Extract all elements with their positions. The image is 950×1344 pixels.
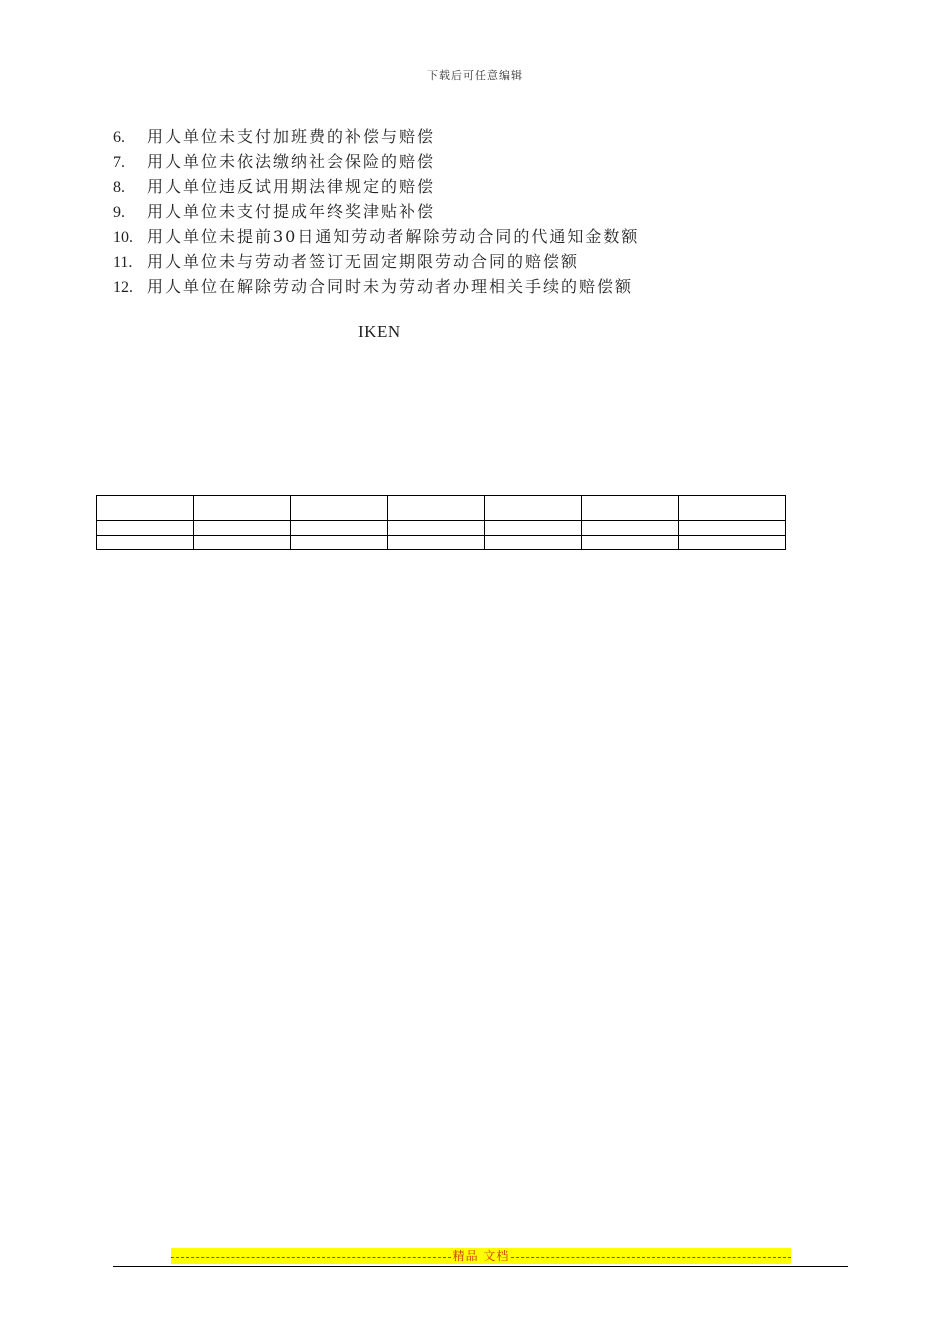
table-cell	[388, 496, 485, 521]
table-cell	[485, 496, 582, 521]
table-cell	[291, 536, 388, 550]
brand-label: IKEN	[358, 322, 401, 341]
item-number: 11.	[113, 254, 133, 271]
table-cell	[194, 521, 291, 536]
table-cell	[582, 496, 679, 521]
item-text: 用人单位未依法缴纳社会保险的赔偿	[147, 152, 436, 171]
table-cell	[679, 521, 786, 536]
table-cell	[194, 536, 291, 550]
table-cell	[97, 496, 194, 521]
table-cell	[485, 521, 582, 536]
list-item	[113, 224, 639, 249]
item-number: 8.	[113, 179, 125, 196]
table-cell	[291, 496, 388, 521]
table-cell	[485, 536, 582, 550]
list-item	[113, 274, 639, 299]
list-item	[113, 124, 639, 149]
item-number: 9.	[113, 204, 125, 221]
table-row	[97, 521, 786, 536]
item-number: 12.	[113, 279, 133, 296]
table-cell	[679, 496, 786, 521]
compensation-list	[113, 124, 639, 299]
table-cell	[97, 521, 194, 536]
footer-rule	[113, 1266, 848, 1267]
list-item	[113, 199, 639, 224]
item-number: 7.	[113, 154, 125, 171]
header-note: 下载后可任意编辑	[427, 69, 523, 82]
table-cell	[679, 536, 786, 550]
item-text: 用人单位违反试用期法律规定的赔偿	[147, 177, 436, 196]
footer-label: 精品 文档	[452, 1249, 510, 1263]
table-cell	[291, 521, 388, 536]
table-cell	[194, 496, 291, 521]
item-text: 用人单位未与劳动者签订无固定期限劳动合同的赔偿额	[147, 252, 580, 271]
item-text: 用人单位未提前30日通知劳动者解除劳动合同的代通知金数额	[147, 227, 640, 246]
table-row	[97, 536, 786, 550]
item-number: 10.	[113, 229, 133, 246]
blank-table	[96, 495, 786, 550]
table-cell	[582, 536, 679, 550]
table-cell	[97, 536, 194, 550]
list-item	[113, 249, 639, 274]
table-row	[97, 496, 786, 521]
list-item	[113, 149, 639, 174]
footer-highlight	[171, 1248, 791, 1264]
item-text: 用人单位在解除劳动合同时未为劳动者办理相关手续的赔偿额	[147, 277, 634, 296]
item-number: 6.	[113, 129, 125, 146]
item-text: 用人单位未支付提成年终奖津贴补偿	[147, 202, 436, 221]
footer-dash-left	[171, 1257, 451, 1258]
table-cell	[582, 521, 679, 536]
item-text: 用人单位未支付加班费的补偿与赔偿	[147, 127, 436, 146]
table-cell	[388, 536, 485, 550]
table-cell	[388, 521, 485, 536]
list-item	[113, 174, 639, 199]
footer-dash-right	[511, 1257, 791, 1258]
